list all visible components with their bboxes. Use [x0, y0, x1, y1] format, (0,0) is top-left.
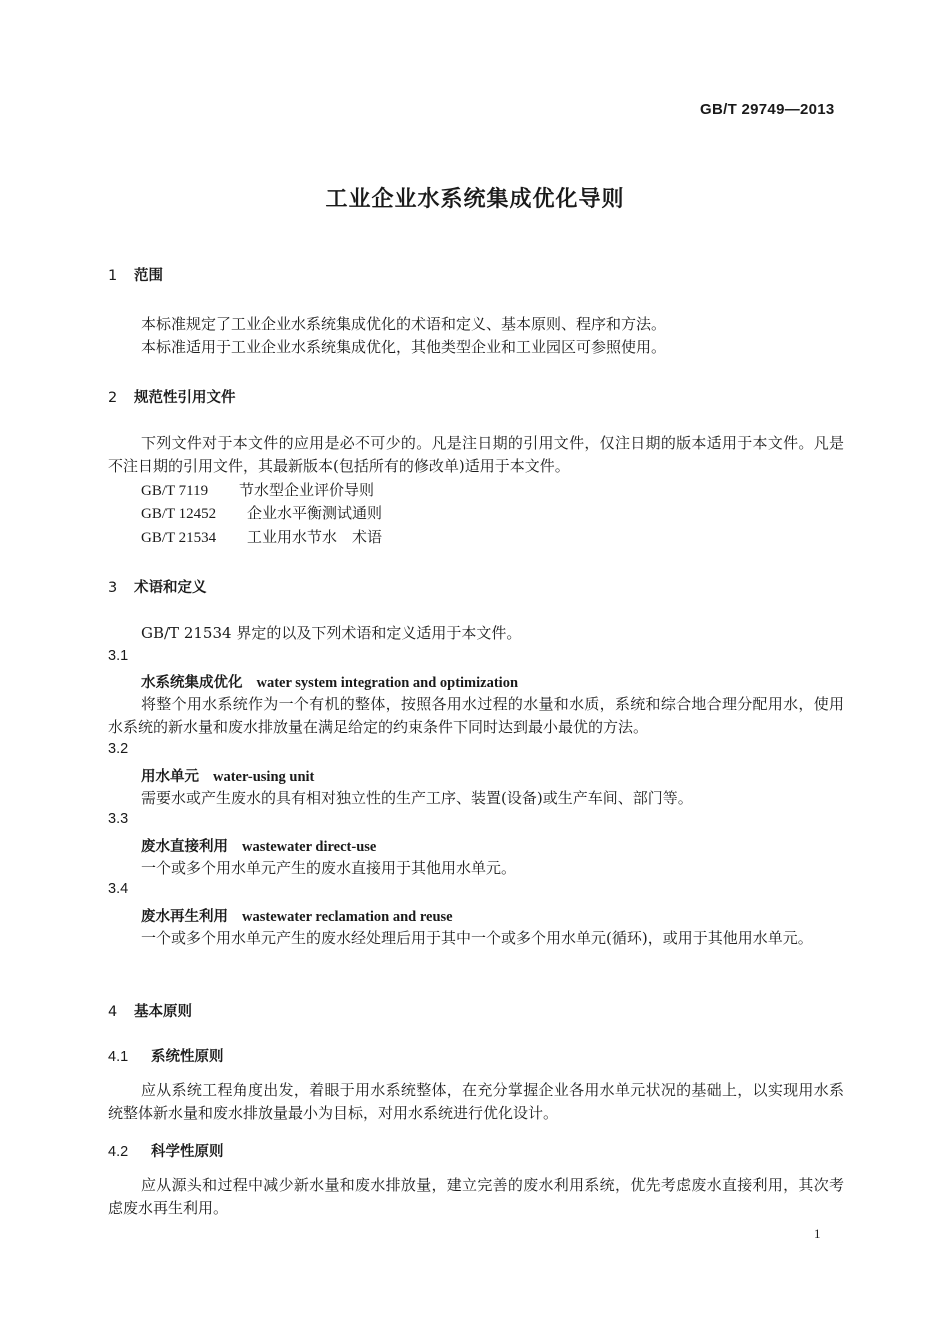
- subsection-title: 系统性原则: [151, 1049, 224, 1065]
- term-entry: [141, 835, 376, 856]
- section-title: 基本原则: [134, 1004, 192, 1020]
- subsection-number: 4.1: [108, 1049, 129, 1065]
- document-title: 工业企业水系统集成优化导则: [325, 187, 625, 212]
- reference-title: 节水型企业评价导则: [239, 481, 375, 499]
- term-definition: 将整个用水系统作为一个有机的整体，按照各用水过程的水量和水质，系统和综合地合理分配用水，使用水系统的新水量和废水排放量在满足给定的约束条件下同时达到最小最优的方法。: [108, 695, 844, 736]
- section-number: 2: [108, 390, 118, 406]
- term-english: water-using unit: [213, 769, 315, 785]
- section-title: 规范性引用文件: [134, 390, 236, 406]
- term-english: wastewater direct-use: [242, 839, 377, 855]
- section-number: 3: [108, 580, 118, 596]
- term-chinese: 废水再生利用: [141, 909, 228, 925]
- section-number: 4: [108, 1004, 118, 1020]
- reference-title: 企业水平衡测试通则: [247, 504, 383, 522]
- reference-code: GB/T 7119: [141, 483, 209, 499]
- term-chinese: 废水直接利用: [141, 839, 228, 855]
- term-definition: 一个或多个用水单元产生的废水直接用于其他用水单元。: [141, 859, 517, 877]
- term-english: water system integration and optimization: [256, 675, 519, 691]
- term-definition: 一个或多个用水单元产生的废水经处理后用于其中一个或多个用水单元(循环)，或用于其他用水单元。: [141, 929, 813, 947]
- section-title: 术语和定义: [134, 580, 207, 596]
- term-english: wastewater reclamation and reuse: [242, 909, 453, 925]
- term-entry: [141, 905, 453, 926]
- paragraph: 下列文件对于本文件的应用是必不可少的。凡是注日期的引用文件，仅注日期的版本适用于本文件。凡是不注日期的引用文件，其最新版本(包括所有的修改单)适用于本文件。: [108, 434, 844, 475]
- section-number: 1: [108, 268, 118, 284]
- term-definition: 需要水或产生废水的具有相对独立性的生产工序、装置(设备)或生产车间、部门等。: [141, 789, 693, 807]
- standard-number: GB/T 29749—2013: [700, 101, 835, 118]
- reference-item: [141, 502, 382, 523]
- subsection-title: 科学性原则: [151, 1144, 224, 1160]
- reference-code: GB/T 21534: [141, 530, 217, 546]
- subsection-4-2-heading: [108, 1140, 224, 1161]
- reference-code: GB/T 12452: [141, 506, 217, 522]
- page-number: 1: [814, 1226, 821, 1241]
- term-number: 3.2: [108, 741, 129, 757]
- reference-title: 工业用水节水 术语: [247, 528, 383, 546]
- term-chinese: 水系统集成优化: [141, 675, 243, 691]
- section-4-heading: [108, 1000, 192, 1021]
- reference-item: [141, 526, 382, 547]
- paragraph: 本标准适用于工业企业水系统集成优化，其他类型企业和工业园区可参照使用。: [141, 338, 667, 356]
- paragraph: 应从源头和过程中减少新水量和废水排放量，建立完善的废水利用系统，优先考虑废水直接利用，其次考虑废水再生利用。: [108, 1176, 844, 1217]
- reference-item: [141, 479, 374, 500]
- section-2-heading: [108, 386, 236, 407]
- term-number: 3.4: [108, 881, 129, 897]
- paragraph: 应从系统工程角度出发，着眼于用水系统整体，在充分掌握企业各用水单元状况的基础上，以实现用水系统整体新水量和废水排放量最小为目标，对用水系统进行优化设计。: [108, 1081, 844, 1122]
- term-chinese: 用水单元: [141, 769, 199, 785]
- section-3-heading: [108, 576, 207, 597]
- term-entry: [141, 765, 314, 786]
- subsection-4-1-heading: [108, 1045, 224, 1066]
- subsection-number: 4.2: [108, 1144, 129, 1160]
- section-1-heading: [108, 264, 163, 285]
- paragraph: GB/T 21534 界定的以及下列术语和定义适用于本文件。: [141, 624, 522, 642]
- term-entry: [141, 671, 518, 692]
- paragraph: 本标准规定了工业企业水系统集成优化的术语和定义、基本原则、程序和方法。: [141, 315, 667, 333]
- section-title: 范围: [134, 268, 163, 284]
- term-number: 3.1: [108, 648, 129, 664]
- term-number: 3.3: [108, 811, 129, 827]
